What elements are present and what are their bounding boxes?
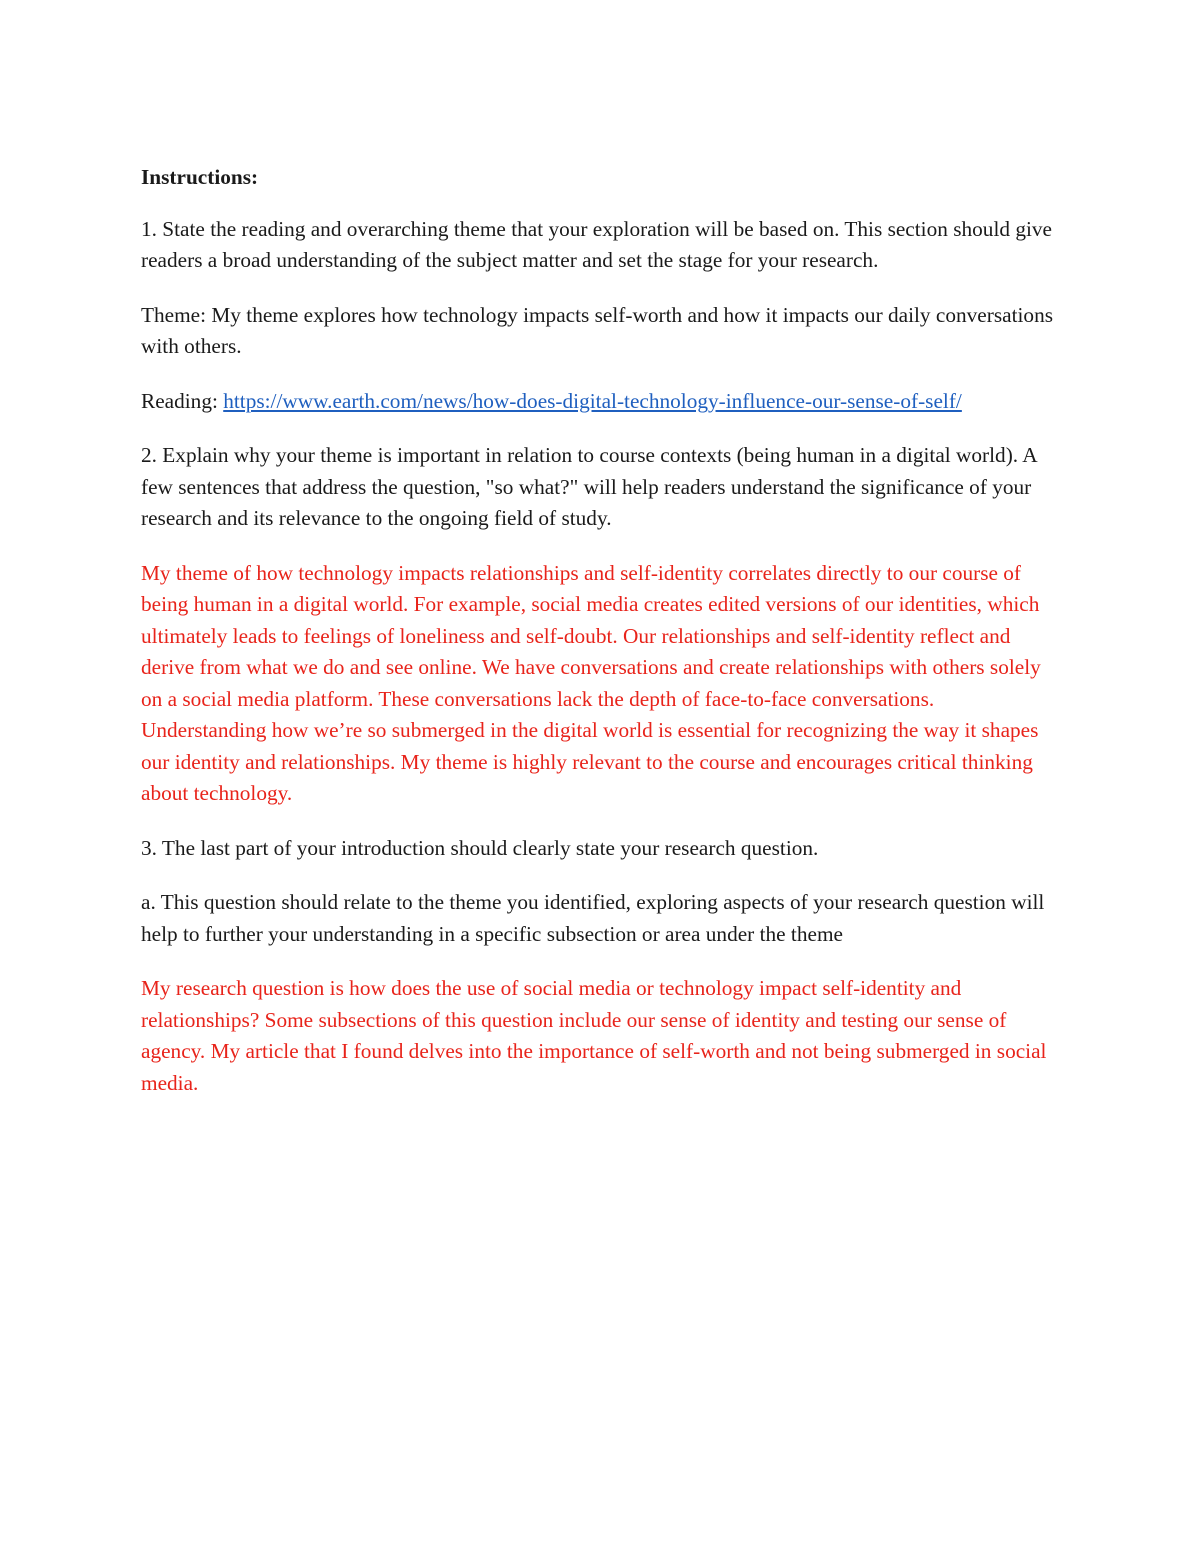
reading-label: Reading:	[141, 388, 224, 413]
answer-item-3: My research question is how does the use of social media or technology impact self-identity and relationships? Some subsections of this question include our sense of identity and testing our sense of agency. My article that I found delves into the importance of self-worth and not being submerged in social media.	[141, 976, 1047, 1095]
instructions-heading: Instructions:	[141, 165, 259, 189]
answer-item-2: My theme of how technology impacts relationships and self-identity correlates directly to our course of being human in a digital world. For example, social media creates edited versions of our identities, which ultimately leads to feelings of loneliness and self-doubt. Our relationships and self-identity reflect and derive from what we do and see online. We have conversations and create relationships with others solely on a social media platform. These conversations lack the depth of face-to-face conversations. Understanding how we’re so submerged in the digital world is essential for recognizing the way it shapes our identity and relationships. My theme is highly relevant to the course and encourages critical thinking about technology.	[141, 560, 1041, 805]
instruction-item-1: 1. State the reading and overarching theme that your exploration will be based on. This section should give readers a broad understanding of the subject matter and set the stage for your research.	[141, 216, 1053, 272]
reading-line	[141, 386, 1056, 418]
reading-link[interactable]: https://www.earth.com/news/how-does-digital-technology-influence-our-sense-of-self/	[223, 388, 962, 413]
instruction-item-3: 3. The last part of your introduction should clearly state your research question.	[141, 835, 819, 860]
instruction-item-3a: a. This question should relate to the theme you identified, exploring aspects of your research question will help to further your understanding in a specific subsection or area under the theme	[141, 890, 1045, 946]
instruction-item-2: 2. Explain why your theme is important in relation to course contexts (being human in a digital world). A few sentences that address the question, "so what?" will help readers understand the significance of your research and its relevance to the ongoing field of study.	[141, 443, 1037, 530]
document-body	[141, 162, 1056, 1122]
theme-statement: Theme: My theme explores how technology impacts self-worth and how it impacts our daily conversations with others.	[141, 302, 1054, 358]
